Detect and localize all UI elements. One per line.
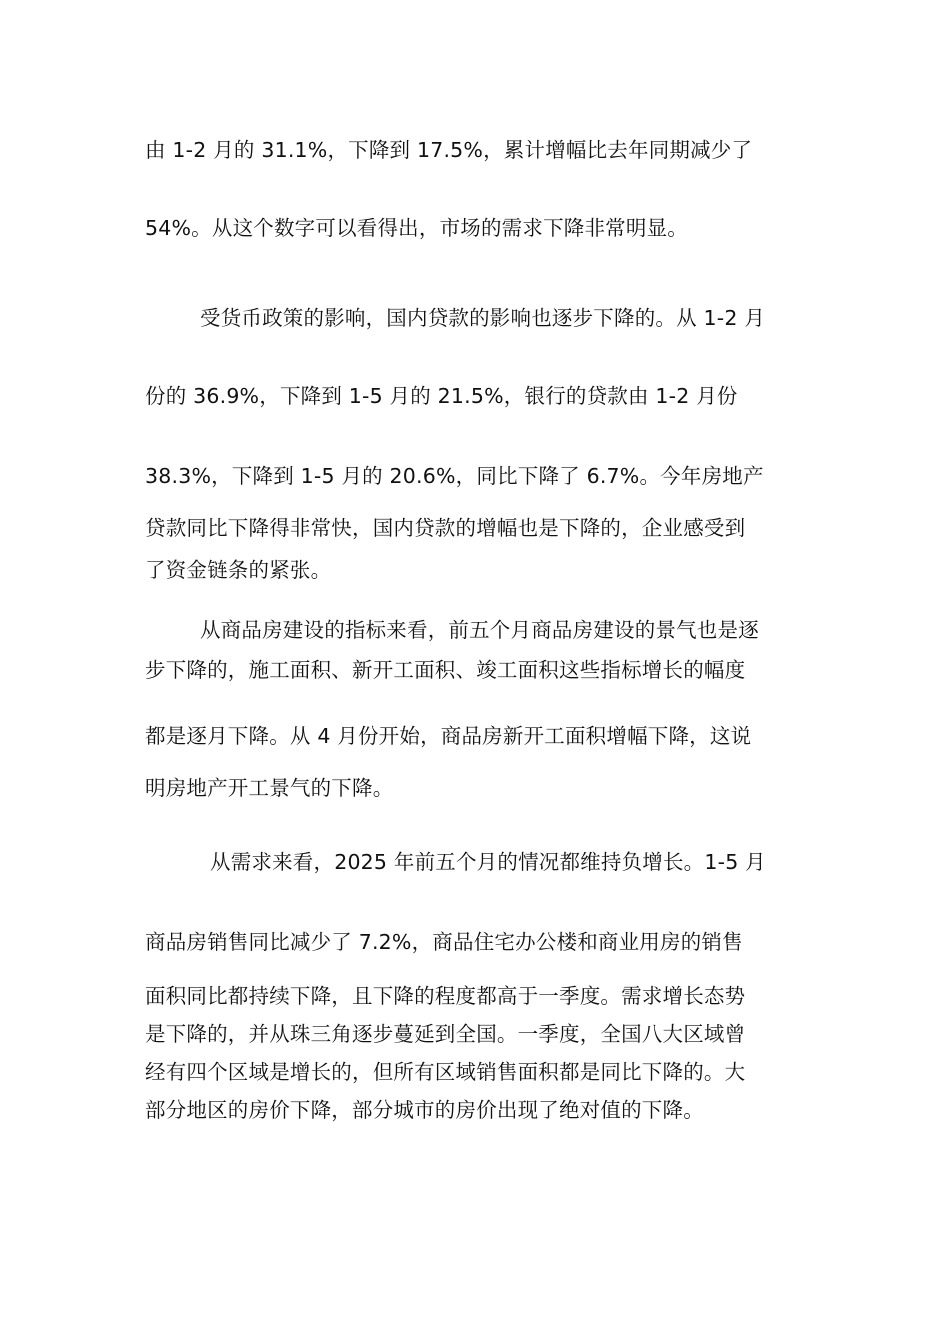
text-line-9: 步下降的，施工面积、新开工面积、竣工面积这些指标增长的幅度 (145, 658, 746, 682)
text-line-7: 了资金链条的紧张。 (145, 558, 332, 582)
text-line-11: 明房地产开工景气的下降。 (145, 776, 394, 800)
text-line-3: 受货币政策的影响，国内贷款的影响也逐步下降的。从 1-2 月 (200, 306, 766, 330)
text-line-5: 38.3%，下降到 1-5 月的 20.6%，同比下降了 6.7%。今年房地产 (145, 464, 764, 488)
text-line-16: 经有四个区域是增长的，但所有区域销售面积都是同比下降的。大 (145, 1060, 746, 1084)
text-line-6: 贷款同比下降得非常快，国内贷款的增幅也是下降的，企业感受到 (145, 516, 746, 540)
text-line-17: 部分地区的房价下降，部分城市的房价出现了绝对值的下降。 (145, 1098, 704, 1122)
text-line-10: 都是逐月下降。从 4 月份开始，商品房新开工面积增幅下降，这说 (145, 724, 752, 748)
text-line-1: 由 1-2 月的 31.1%，下降到 17.5%，累计增幅比去年同期减少了 (145, 138, 753, 162)
text-line-2: 54%。从这个数字可以看得出，市场的需求下降非常明显。 (145, 216, 688, 240)
text-line-12: 从需求来看，2025 年前五个月的情况都维持负增长。1-5 月 (210, 850, 766, 874)
text-line-14: 面积同比都持续下降，且下降的程度都高于一季度。需求增长态势 (145, 984, 746, 1008)
text-line-8: 从商品房建设的指标来看，前五个月商品房建设的景气也是逐 (200, 618, 759, 642)
text-line-4: 份的 36.9%，下降到 1-5 月的 21.5%，银行的贷款由 1-2 月份 (145, 384, 738, 408)
text-line-15: 是下降的，并从珠三角逐步蔓延到全国。一季度，全国八大区域曾 (145, 1022, 746, 1046)
text-line-13: 商品房销售同比减少了 7.2%，商品住宅办公楼和商业用房的销售 (145, 930, 743, 954)
